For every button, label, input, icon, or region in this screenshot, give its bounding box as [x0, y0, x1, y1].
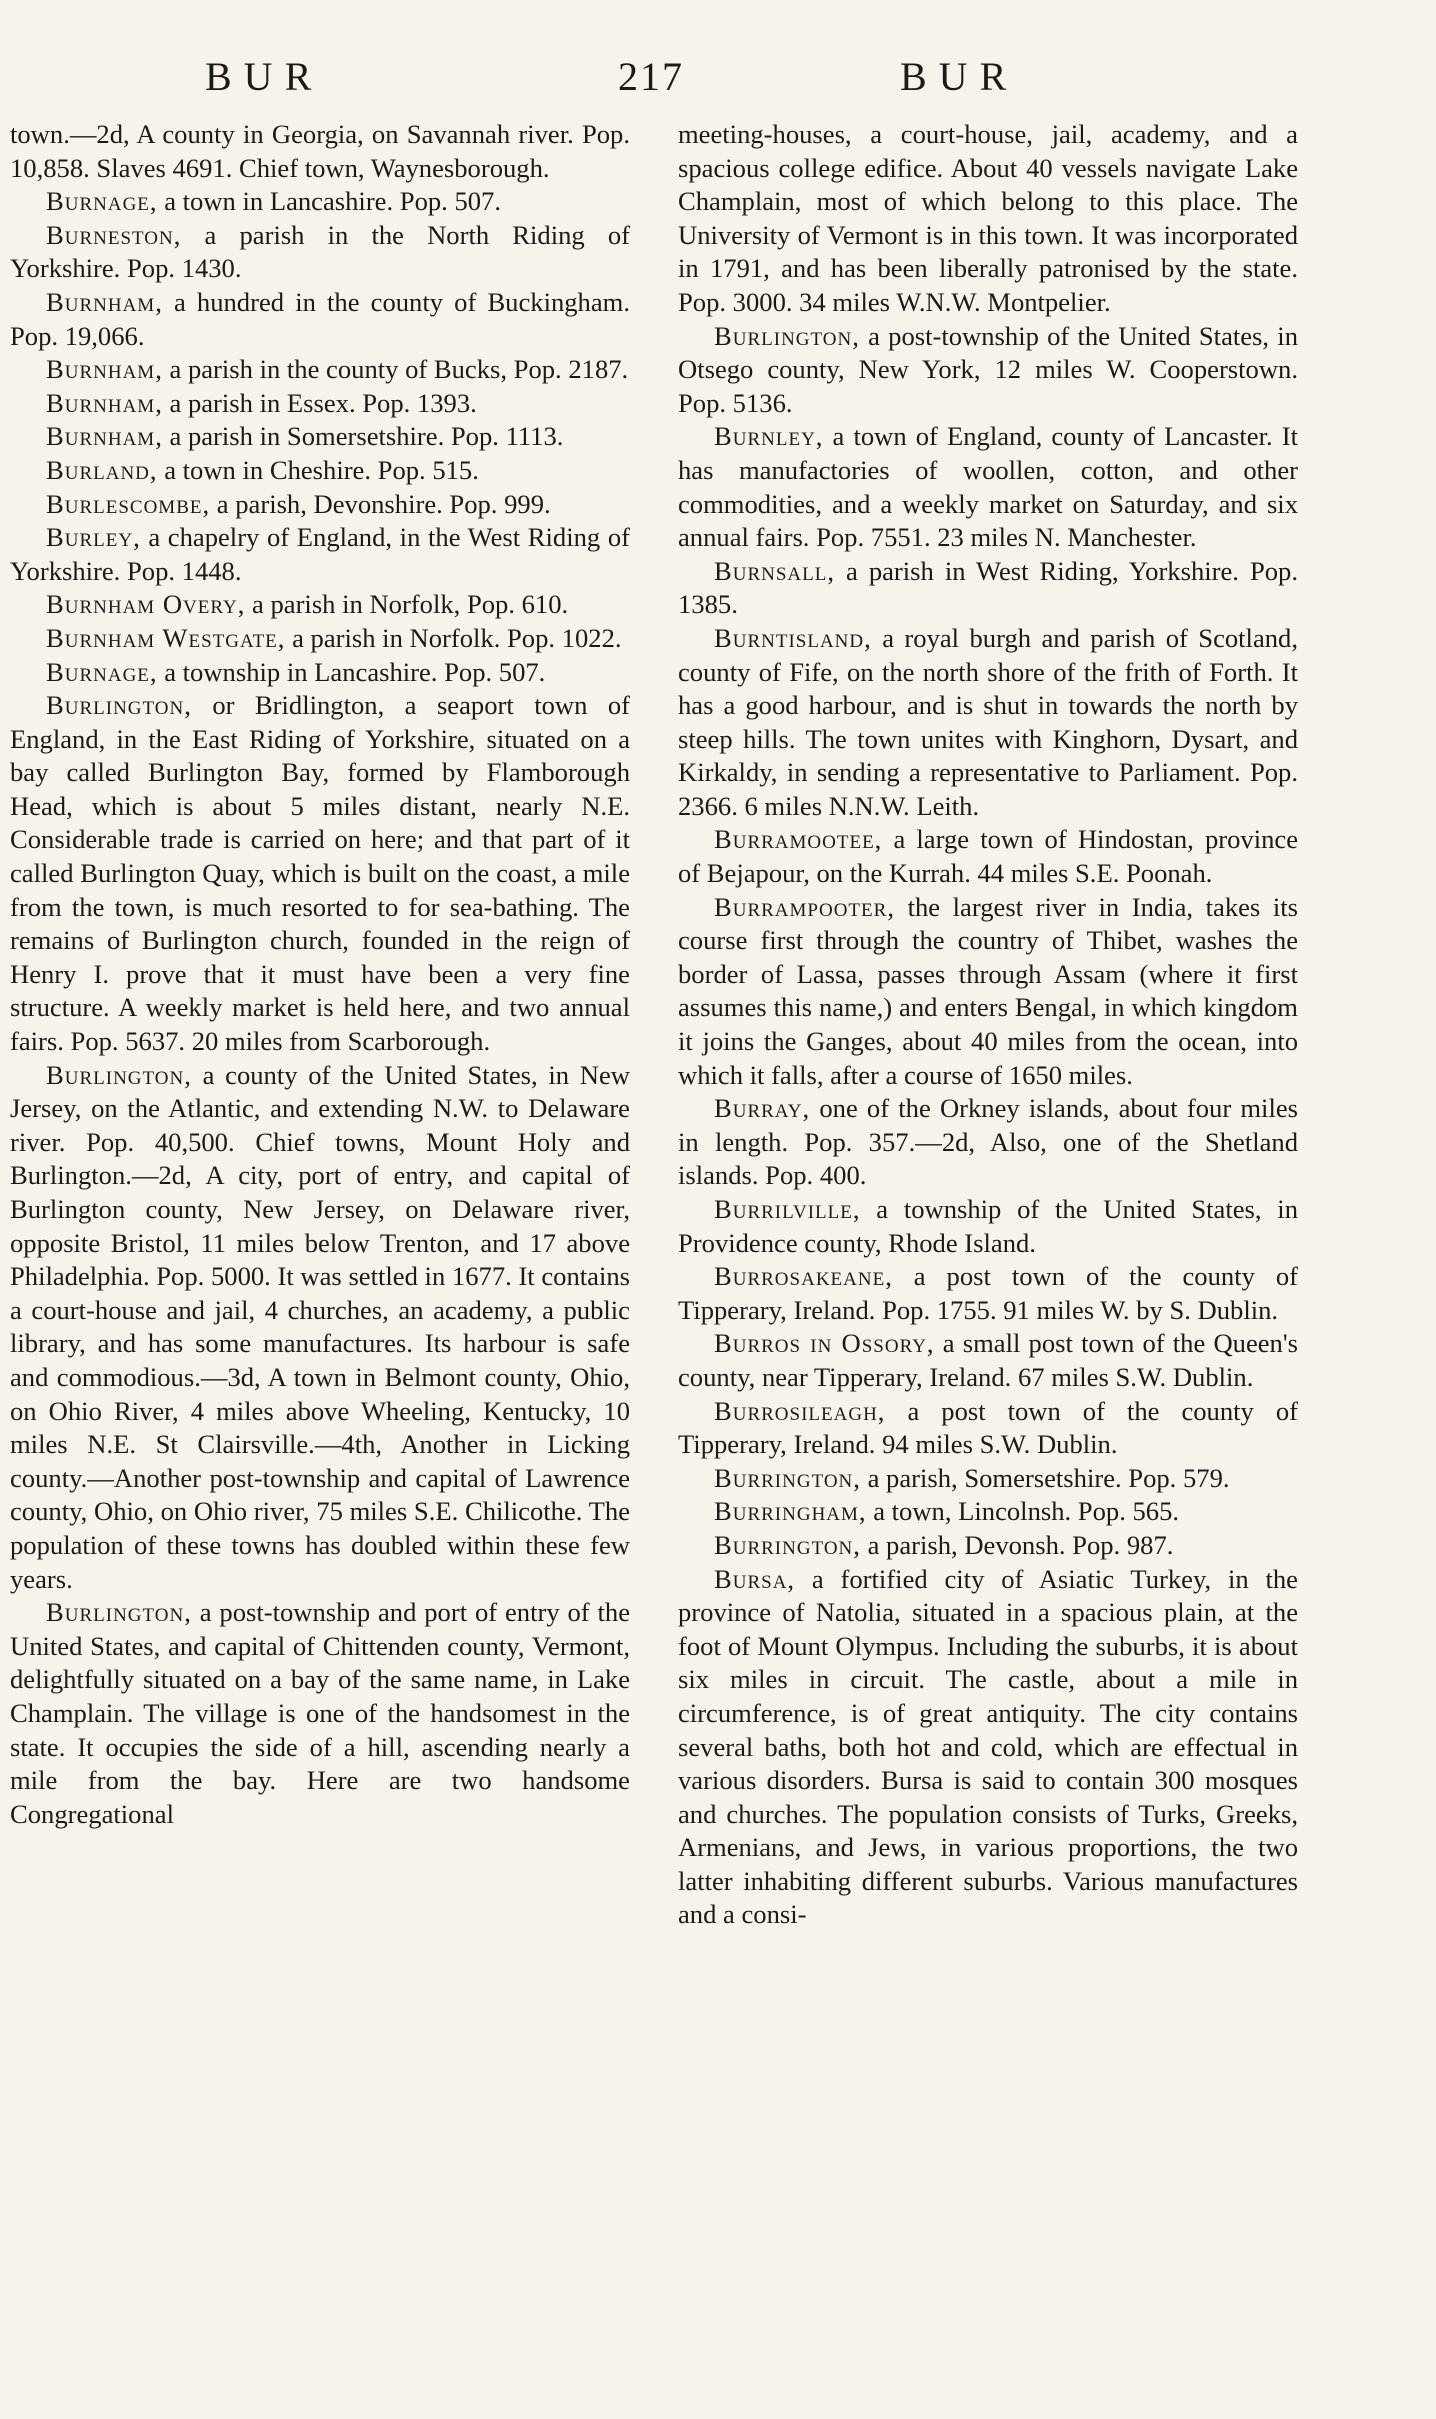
- entry-text: town.—2d, A county in Georgia, on Savannah river. Pop. 10,858. Slaves 4691. Chief town, Waynesborough.: [10, 119, 630, 183]
- entry-text: a post town of the county of Tipperary, Ireland. Pop. 1755. 91 miles W. by S. Dublin.: [678, 1261, 1298, 1325]
- entry-text: a fortified city of Asiatic Turkey, in the province of Natolia, situated in a spacious plain, at the foot of Mount Olympus. Including the suburbs, it is about six miles in circuit. The castle, about a mile in circumference, is of great antiquity. The city contains several baths, both hot and cold, which are effectual in various disorders. Bursa is said to contain 300 mosques and churches. The population consists of Turks, Greeks, Armenians, and Jews, in various proportions, the two latter inhabiting different suburbs. Various manufactures and a consi-: [678, 1563, 1298, 1930]
- page-number: 217: [618, 54, 684, 99]
- entry-continuation: [678, 118, 1298, 320]
- entry-text: a parish in Essex. Pop. 1393.: [162, 387, 477, 418]
- gazetteer-entry: [678, 823, 1298, 890]
- gazetteer-entry: [678, 1563, 1298, 1933]
- gazetteer-entry: [678, 1327, 1298, 1394]
- entry-headword: Burnage,: [46, 186, 158, 217]
- entry-headword: Burrosileagh,: [714, 1395, 886, 1426]
- entry-text: a township in Lancashire. Pop. 507.: [157, 656, 546, 687]
- gazetteer-entry: [678, 622, 1298, 824]
- gazetteer-entry: [678, 555, 1298, 622]
- entry-headword: Burlescombe,: [46, 488, 211, 519]
- entry-headword: Burrosakeane,: [714, 1261, 893, 1292]
- gazetteer-entry: [10, 1059, 630, 1597]
- gazetteer-entry: [678, 1395, 1298, 1462]
- entry-text: a parish in Norfolk. Pop. 1022.: [285, 622, 622, 653]
- entry-headword: Burrilville,: [714, 1194, 861, 1224]
- entry-text: a parish in the North Riding of Yorkshire. Pop. 1430.: [10, 219, 630, 284]
- gazetteer-entry: [678, 420, 1298, 554]
- entry-headword: Burrington,: [714, 1462, 861, 1493]
- gazetteer-entry: [10, 420, 630, 454]
- gazetteer-entry: [678, 1462, 1298, 1496]
- gazetteer-entry: [10, 454, 630, 488]
- entry-text: a town of England, county of Lancaster. It has manufactories of woollen, cotton, and other commodities, and a weekly market on Saturday, and six annual fairs. Pop. 7551. 23 miles N. Manchester.: [678, 421, 1298, 553]
- entry-text: a parish, Devonsh. Pop. 987.: [860, 1529, 1174, 1560]
- entry-headword: Burley,: [46, 522, 141, 553]
- entry-text: or Bridlington, a seaport town of England, in the East Riding of Yorkshire, situated on a bay called Burlington Bay, formed by Flamborough Head, which is about 5 miles distant, nearly N.E. Considerable trade is carried on here; and that part of it called Burlington Quay, which is built on the coast, a mile from the town, is much resorted to for sea-bathing. The remains of Burlington church, founded in the reign of Henry I. prove that it must have been a very fine structure. A weekly market is held here, and two annual fairs. Pop. 5637. 20 miles from Scarborough.: [10, 690, 630, 1057]
- entry-headword: Burland,: [46, 454, 158, 485]
- entry-headword: Burnham,: [46, 286, 163, 317]
- gazetteer-entry: [10, 488, 630, 522]
- entry-headword: Burnham Overy,: [46, 589, 246, 620]
- gazetteer-entry: [10, 622, 630, 656]
- gazetteer-entry: [10, 219, 630, 286]
- entry-headword: Burlington,: [46, 690, 192, 721]
- gazetteer-entry: [10, 656, 630, 690]
- gazetteer-entry: [678, 891, 1298, 1093]
- entry-text: meeting-houses, a court-house, jail, academy, and a spacious college edifice. About 40 vessels navigate Lake Champlain, most of which belong to this place. The University of Vermont is in this town. It was incorporated in 1791, and has been liberally patronised by the state. Pop. 3000. 34 miles W.N.W. Montpelier.: [678, 119, 1298, 317]
- entry-text: a parish in the county of Bucks, Pop. 2187.: [162, 354, 629, 385]
- entry-headword: Burnsall,: [714, 555, 836, 586]
- entry-text: a town in Lancashire. Pop. 507.: [157, 186, 501, 217]
- gazetteer-entry: [10, 521, 630, 588]
- gazetteer-entry: [678, 1092, 1298, 1193]
- entry-text: a chapelry of England, in the West Riding of Yorkshire. Pop. 1448.: [10, 522, 630, 586]
- running-header: [0, 52, 1436, 102]
- entry-headword: Burnham Westgate,: [46, 622, 286, 653]
- entry-text: a large town of Hindostan, province of Bejapour, on the Kurrah. 44 miles S.E. Poonah.: [678, 824, 1298, 889]
- entry-text: a small post town of the Queen's county, near Tipperary, Ireland. 67 miles S.W. Dublin.: [678, 1328, 1298, 1392]
- gazetteer-entry: [10, 689, 630, 1059]
- entry-headword: Burramootee,: [714, 824, 883, 855]
- gazetteer-entry: [678, 1495, 1298, 1529]
- entry-text: a parish in West Riding, Yorkshire. Pop. 1385.: [678, 555, 1298, 620]
- gazetteer-entry: [678, 320, 1298, 421]
- entry-text: a hundred in the county of Buckingham. Pop. 19,066.: [10, 286, 630, 351]
- entry-headword: Burnage,: [46, 656, 158, 687]
- entry-headword: Burnham,: [46, 354, 163, 385]
- entry-text: the largest river in India, takes its course first through the country of Thibet, washes the border of Lassa, passes through Assam (where it first assumes this name,) and enters Bengal, in which kingdom it joins the Ganges, about 40 miles from the ocean, into which it falls, after a course of 1650 miles.: [678, 891, 1298, 1090]
- entry-headword: Burlington,: [714, 320, 860, 351]
- entry-text: a post-township and port of entry of the United States, and capital of Chittenden county, Vermont, delightfully situated on a bay of the same name, in Lake Champlain. The village is one of the handsomest in the state. It occupies the side of a hill, ascending nearly a mile from the bay. Here are two handsome Congregational: [10, 1597, 630, 1829]
- entry-text: a post town of the county of Tipperary, Ireland. 94 miles S.W. Dublin.: [678, 1395, 1298, 1460]
- right-column: [678, 118, 1298, 1932]
- entry-headword: Burlington,: [46, 1059, 192, 1090]
- gazetteer-entry: [678, 1193, 1298, 1260]
- entry-text: a parish, Devonshire. Pop. 999.: [210, 488, 551, 519]
- entry-headword: Burnham,: [46, 421, 163, 452]
- gazetteer-entry: [10, 353, 630, 387]
- header-right-guide-word: BUR: [900, 54, 1019, 99]
- gazetteer-entry: [678, 1260, 1298, 1327]
- entry-continuation: [10, 118, 630, 185]
- entry-headword: Burneston,: [46, 219, 182, 250]
- gazetteer-entry: [10, 185, 630, 219]
- entry-headword: Burrington,: [714, 1529, 861, 1560]
- entry-text: a parish in Somersetshire. Pop. 1113.: [162, 421, 564, 452]
- gazetteer-entry: [678, 1529, 1298, 1563]
- header-left-guide-word: BUR: [205, 54, 324, 99]
- entry-text: a parish, Somersetshire. Pop. 579.: [860, 1462, 1230, 1493]
- entry-text: one of the Orkney islands, about four miles in length. Pop. 357.—2d, Also, one of the Shetland islands. Pop. 400.: [678, 1093, 1298, 1191]
- entry-headword: Burnley,: [714, 421, 824, 452]
- entry-text: a town, Lincolnsh. Pop. 565.: [866, 1496, 1180, 1527]
- entry-text: a parish in Norfolk, Pop. 610.: [245, 589, 569, 620]
- entry-headword: Burringham,: [714, 1496, 867, 1527]
- entry-headword: Burros in Ossory,: [714, 1328, 935, 1359]
- gazetteer-entry: [10, 1596, 630, 1831]
- entry-headword: Burlington,: [46, 1597, 192, 1628]
- gazetteer-entry: [10, 286, 630, 353]
- entry-headword: Burrampooter,: [714, 891, 895, 922]
- entry-headword: Bursa,: [714, 1563, 796, 1594]
- entry-text: a post-township of the United States, in Otsego county, New York, 12 miles W. Cooperstown. Pop. 5136.: [678, 320, 1298, 418]
- entry-text: a town in Cheshire. Pop. 515.: [157, 454, 479, 485]
- entry-text: a township of the United States, in Providence county, Rhode Island.: [678, 1194, 1298, 1258]
- entry-headword: Burntisland,: [714, 622, 872, 653]
- entry-text: a county of the United States, in New Jersey, on the Atlantic, and extending N.W. to Delaware river. Pop. 40,500. Chief towns, Mount Holy and Burlington.—2d, A city, port of entry, and capital of Burlington county, New Jersey, on Delaware river, opposite Bristol, 11 miles below Trenton, and 17 above Philadelphia. Pop. 5000. It was settled in 1677. It contains a court-house and jail, 4 churches, an academy, a public library, and has some manufactures. Its harbour is safe and commodious.—3d, A town in Belmont county, Ohio, on Ohio River, 4 miles above Wheeling, Kentucky, 10 miles N.E. St Clairsville.—4th, Another in Licking county.—Another post-township and capital of Lawrence county, Ohio, on Ohio river, 75 miles S.E. Chilicothe. The population of these towns has doubled within these few years.: [10, 1059, 630, 1594]
- gazetteer-entry: [10, 387, 630, 421]
- entry-headword: Burnham,: [46, 387, 163, 418]
- gazetteer-entry: [10, 588, 630, 622]
- left-column: [10, 118, 630, 1831]
- entry-text: a royal burgh and parish of Scotland, county of Fife, on the north shore of the frith of Forth. It has a good harbour, and is shut in towards the north by steep hills. The town unites with Kinghorn, Dysart, and Kirkaldy, in sending a representative to Parliament. Pop. 2366. 6 miles N.N.W. Leith.: [678, 622, 1298, 821]
- entry-headword: Burray,: [714, 1093, 811, 1124]
